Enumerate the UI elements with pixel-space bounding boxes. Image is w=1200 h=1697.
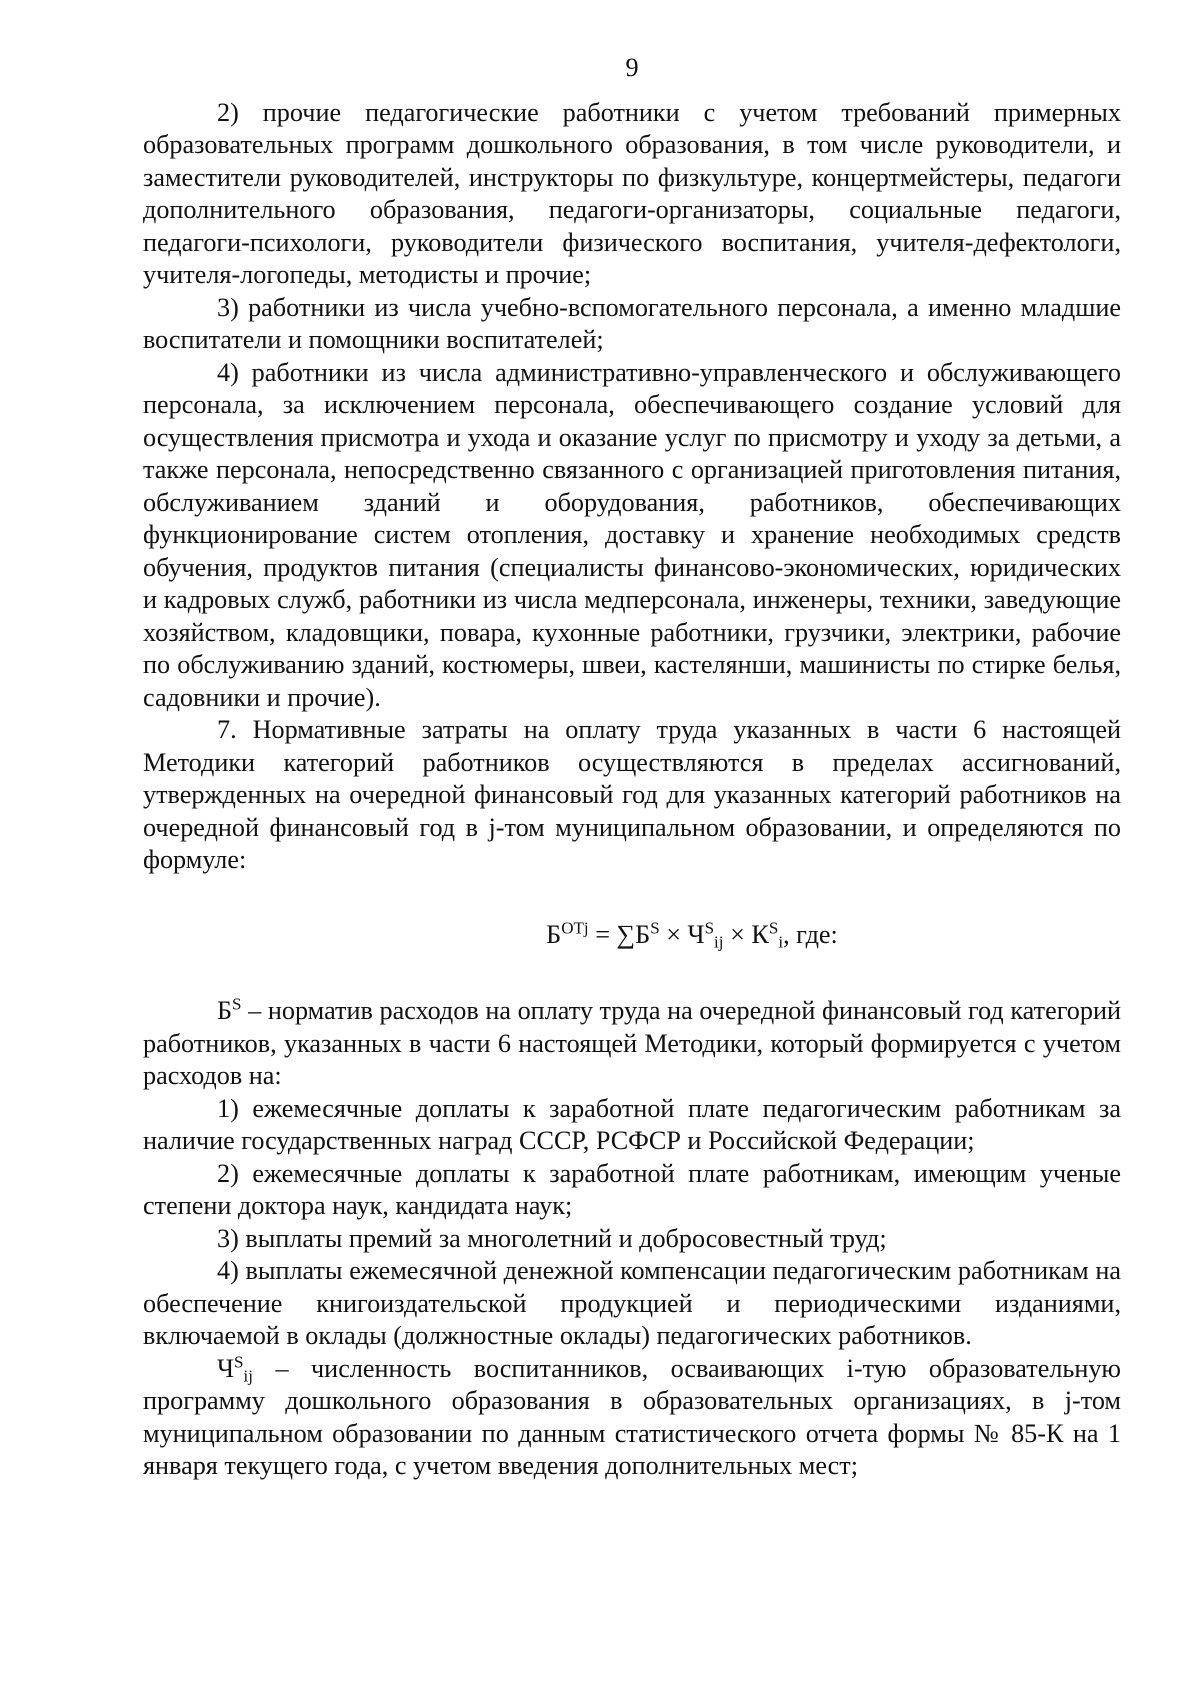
list-item-4-book-compensation: 4) выплаты ежемесячной денежной компенсации педагогическим работникам на обеспечение книгоиздательской продукцией и периодическими изданиями, включаемой в оклады (должностные оклады) педагогических работников. <box>143 1256 1121 1350</box>
definition-ch-symbol: Ч <box>217 1353 235 1383</box>
formula-s-superscript-3: S <box>768 918 779 938</box>
definition-ch <box>143 1353 1121 1483</box>
formula-s-superscript-2: S <box>704 918 715 938</box>
formula <box>143 919 1121 952</box>
formula-sum: = ∑Б <box>588 919 651 949</box>
formula-tail: , где: <box>783 919 838 949</box>
paragraph-item-2-other-teachers: 2) прочие педагогические работники с учетом требований примерных образовательных программ дошкольного образования, в том числе руководители, и заместители руководителей, инструкторы по физкультуре, концертмейстеры, педагоги дополнительного образования, педагоги-организаторы, социальные педагоги, педагоги-психологи, руководители физического воспитания, учителя-дефектологи, учителя-логопеды, методисты и прочие; <box>143 97 1121 289</box>
page-number: 9 <box>625 53 639 82</box>
list-item-1-state-awards: 1) ежемесячные доплаты к заработной плате педагогическим работникам за наличие государственных наград СССР, РСФСР и Российской Федерации; <box>143 1093 1121 1155</box>
formula-ij-subscript: ij <box>714 931 724 951</box>
definition-ch-superscript: S <box>234 1352 244 1372</box>
document-page <box>143 52 1121 1483</box>
definition-bs-text: – норматив расходов на оплату труда на очередной финансовый год категорий работников, указанных в части 6 настоящей Методики, который формируется с учетом расходов на: <box>143 996 1121 1090</box>
paragraph-item-3-support-staff: 3) работники из числа учебно-вспомогательного персонала, а именно младшие воспитатели и помощники воспитателей; <box>143 292 1121 354</box>
formula-b: Б <box>546 919 562 949</box>
definition-bs <box>143 995 1121 1093</box>
definition-ch-subscript: ij <box>243 1365 253 1385</box>
list-item-2-academic-degrees: 2) ежемесячные доплаты к заработной плате работникам, имеющим ученые степени доктора наук, кандидата наук; <box>143 1158 1121 1220</box>
formula-b-superscript: OTj <box>561 918 589 938</box>
list-item-3-bonuses: 3) выплаты премий за многолетний и добросовестный труд; <box>217 1223 887 1253</box>
definition-bs-symbol: Б <box>217 996 233 1025</box>
paragraph-section-7: 7. Нормативные затраты на оплату труда указанных в части 6 настоящей Методики категорий работников осуществляются в пределах ассигнований, утвержденных на очередной финансовый год для указанных категорий работников на очередной финансовый год в j-том муниципальном образовании, и определяются по формуле: <box>143 715 1121 874</box>
formula-times-k: × К <box>723 919 769 949</box>
formula-times-ch: × Ч <box>659 919 705 949</box>
paragraph-item-4-admin-staff: 4) работники из числа административно-управленческого и обслуживающего персонала, за исключением персонала, обеспечивающего создание условий для осуществления присмотра и ухода и оказание услуг по присмотру и уходу за детьми, а также персонала, непосредственно связанного с организацией приготовления питания, обслуживанием зданий и оборудования, работников, обеспечивающих функционирование систем отопления, доставку и хранение необходимых средств обучения, продуктов питания (специалисты финансово-экономических, юридических и кадровых служб, работники из числа медперсонала, инженеры, техники, заведующие хозяйством, кладовщики, повара, кухонные работники, грузчики, электрики, рабочие по обслуживанию зданий, костюмеры, швеи, кастелянши, машинисты по стирке белья, садовники и прочие). <box>143 357 1121 712</box>
definition-ch-text: – численность воспитанников, осваивающих i-тую образовательную программу дошкольного образования в образовательных организациях, в j-том муниципальном образовании по данным статистического отчета формы № 85-К на 1 января текущего года, с учетом введения дополнительных мест; <box>143 1353 1121 1480</box>
formula-i-subscript: i <box>778 931 784 951</box>
formula-s-superscript-1: S <box>650 918 660 938</box>
definition-bs-superscript: S <box>232 994 242 1014</box>
